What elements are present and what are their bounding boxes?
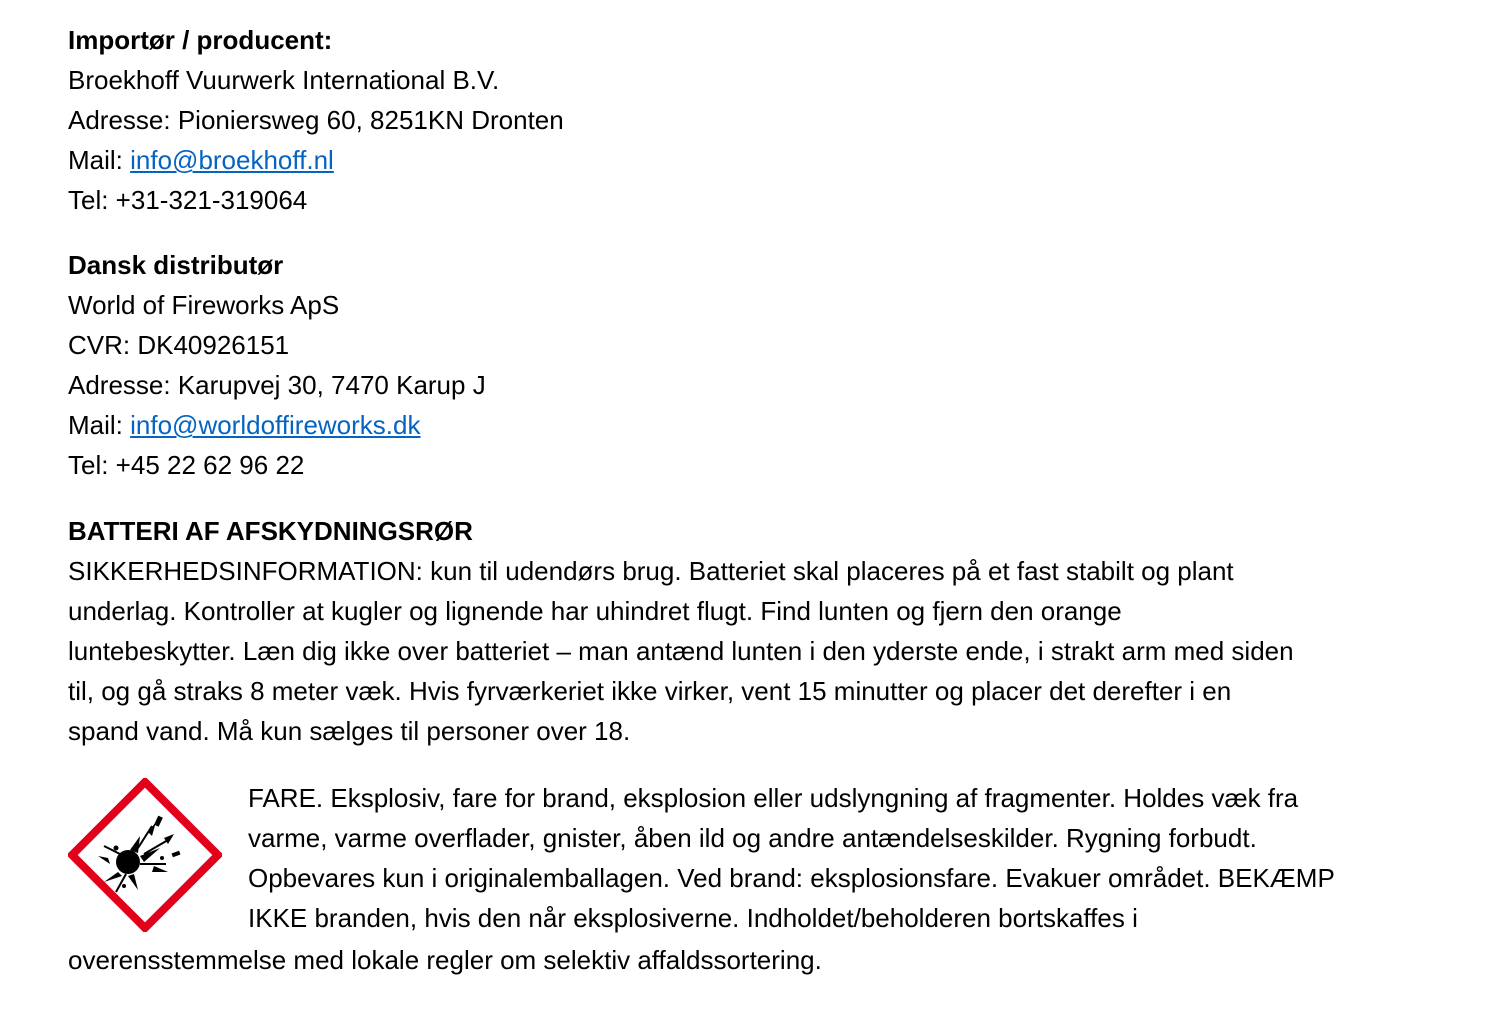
battery-heading: BATTERI AF AFSKYDNINGSRØR xyxy=(68,516,473,546)
distributor-mail-link[interactable]: info@worldoffireworks.dk xyxy=(130,410,421,440)
importer-mail-line xyxy=(68,140,1438,180)
explosive-hazard-icon xyxy=(68,778,222,932)
safety-line: underlag. Kontroller at kugler og lignende har uhindret flugt. Find lunten og fjern den orange xyxy=(68,596,1122,626)
hazard-line: FARE. Eksplosiv, fare for brand, eksplosion eller udslyngning af fragmenter. Holdes væk fra xyxy=(248,783,1299,813)
importer-section xyxy=(68,20,1438,220)
hazard-statement xyxy=(248,778,1448,938)
safety-line: til, og gå straks 8 meter væk. Hvis fyrværkeriet ikke virker, vent 15 minutter og placer det derefter i en xyxy=(68,676,1232,706)
hazard-line: IKKE branden, hvis den når eksplosiverne. Indholdet/beholderen bortskaffes i xyxy=(248,903,1138,933)
distributor-tel: Tel: +45 22 62 96 22 xyxy=(68,450,305,480)
battery-section xyxy=(68,511,1438,751)
distributor-company: World of Fireworks ApS xyxy=(68,290,340,320)
importer-mail-label: Mail: xyxy=(68,145,131,175)
safety-line: spand vand. Må kun sælges til personer over 18. xyxy=(68,716,631,746)
safety-line: luntebeskytter. Læn dig ikke over batteriet – man antænd lunten i den yderste ende, i strakt arm med siden xyxy=(68,636,1294,666)
distributor-section xyxy=(68,245,1438,485)
importer-heading: Importør / producent: xyxy=(68,25,333,55)
safety-line: SIKKERHEDSINFORMATION: kun til udendørs brug. Batteriet skal placeres på et fast stabilt og plant xyxy=(68,556,1234,586)
hazard-line: overensstemmelse med lokale regler om selektiv affaldssortering. xyxy=(68,945,822,975)
distributor-mail-label: Mail: xyxy=(68,410,131,440)
hazard-statement-end xyxy=(68,940,1438,980)
hazard-line: Opbevares kun i originalemballagen. Ved brand: eksplosionsfare. Evakuer området. BEKÆMP xyxy=(248,863,1335,893)
importer-tel: Tel: +31-321-319064 xyxy=(68,185,308,215)
distributor-cvr: CVR: DK40926151 xyxy=(68,330,290,360)
distributor-heading: Dansk distributør xyxy=(68,250,284,280)
hazard-line: varme, varme overflader, gnister, åben ild og andre antændelseskilder. Rygning forbudt. xyxy=(248,823,1257,853)
importer-mail-link[interactable]: info@broekhoff.nl xyxy=(130,145,334,175)
importer-company: Broekhoff Vuurwerk International B.V. xyxy=(68,65,500,95)
distributor-address: Adresse: Karupvej 30, 7470 Karup J xyxy=(68,370,486,400)
distributor-mail-line xyxy=(68,405,1438,445)
importer-address: Adresse: Pioniersweg 60, 8251KN Dronten xyxy=(68,105,564,135)
